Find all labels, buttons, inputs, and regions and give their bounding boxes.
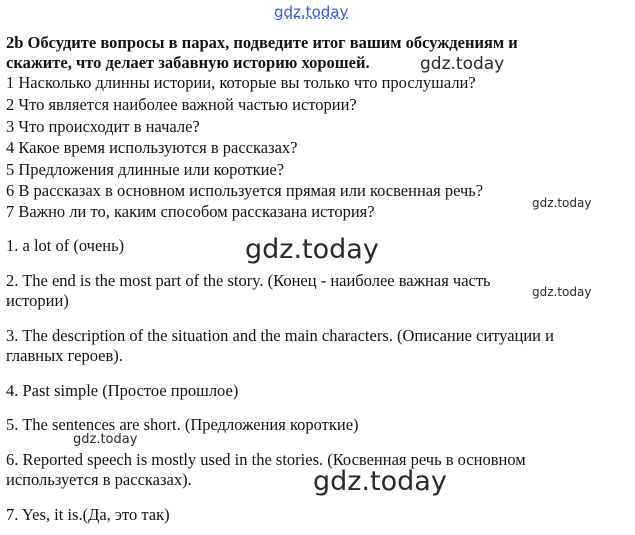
answer-line: 5. The sentences are short. (Предложения короткие) xyxy=(6,415,359,434)
question-item: 5 Предложения длинные или короткие? xyxy=(6,160,285,179)
answer-line: 2. The end is the most part of the story. (Конец - наиболее важная часть xyxy=(6,271,491,290)
answer-line: 3. The description of the situation and the main characters. (Описание ситуации и xyxy=(6,326,554,345)
question-item: 3 Что происходит в начале? xyxy=(6,117,200,136)
question-item: 6 В рассказах в основном используется прямая или косвенная речь? xyxy=(6,181,484,200)
watermark-title: gdz.today xyxy=(420,54,505,74)
question-item: 2 Что является наиболее важной частью истории? xyxy=(6,95,357,114)
answer-line: главных героев). xyxy=(6,346,123,365)
watermark-large: gdz.today xyxy=(245,234,379,265)
answer-line: используется в рассказах). xyxy=(6,470,192,489)
watermark-small: gdz.today xyxy=(73,432,138,447)
answer-line: 4. Past simple (Простое прошлое) xyxy=(6,381,239,400)
question-item: 1 Насколько длинны истории, которые вы только что прослушали? xyxy=(6,73,476,92)
watermark-top[interactable]: gdz.today xyxy=(274,3,349,21)
task-title-line: 2b Обсудите вопросы в парах, подведите итог вашим обсуждениям и xyxy=(6,33,518,52)
answer-line: 1. a lot of (очень) xyxy=(6,236,125,255)
answer-line: 7. Yes, it is.(Да, это так) xyxy=(6,505,170,524)
answer-line: истории) xyxy=(6,291,69,310)
watermark-large: gdz.today xyxy=(313,466,447,497)
watermark-small: gdz.today xyxy=(532,196,592,210)
question-item: 4 Какое время используются в рассказах? xyxy=(6,138,298,157)
answer-line: 6. Reported speech is mostly used in the stories. (Косвенная речь в основном xyxy=(6,450,526,469)
question-item: 7 Важно ли то, каким способом рассказана история? xyxy=(6,202,375,221)
task-title-line: скажите, что делает забавную историю хорошей. xyxy=(6,53,370,72)
watermark-small: gdz.today xyxy=(532,285,592,299)
